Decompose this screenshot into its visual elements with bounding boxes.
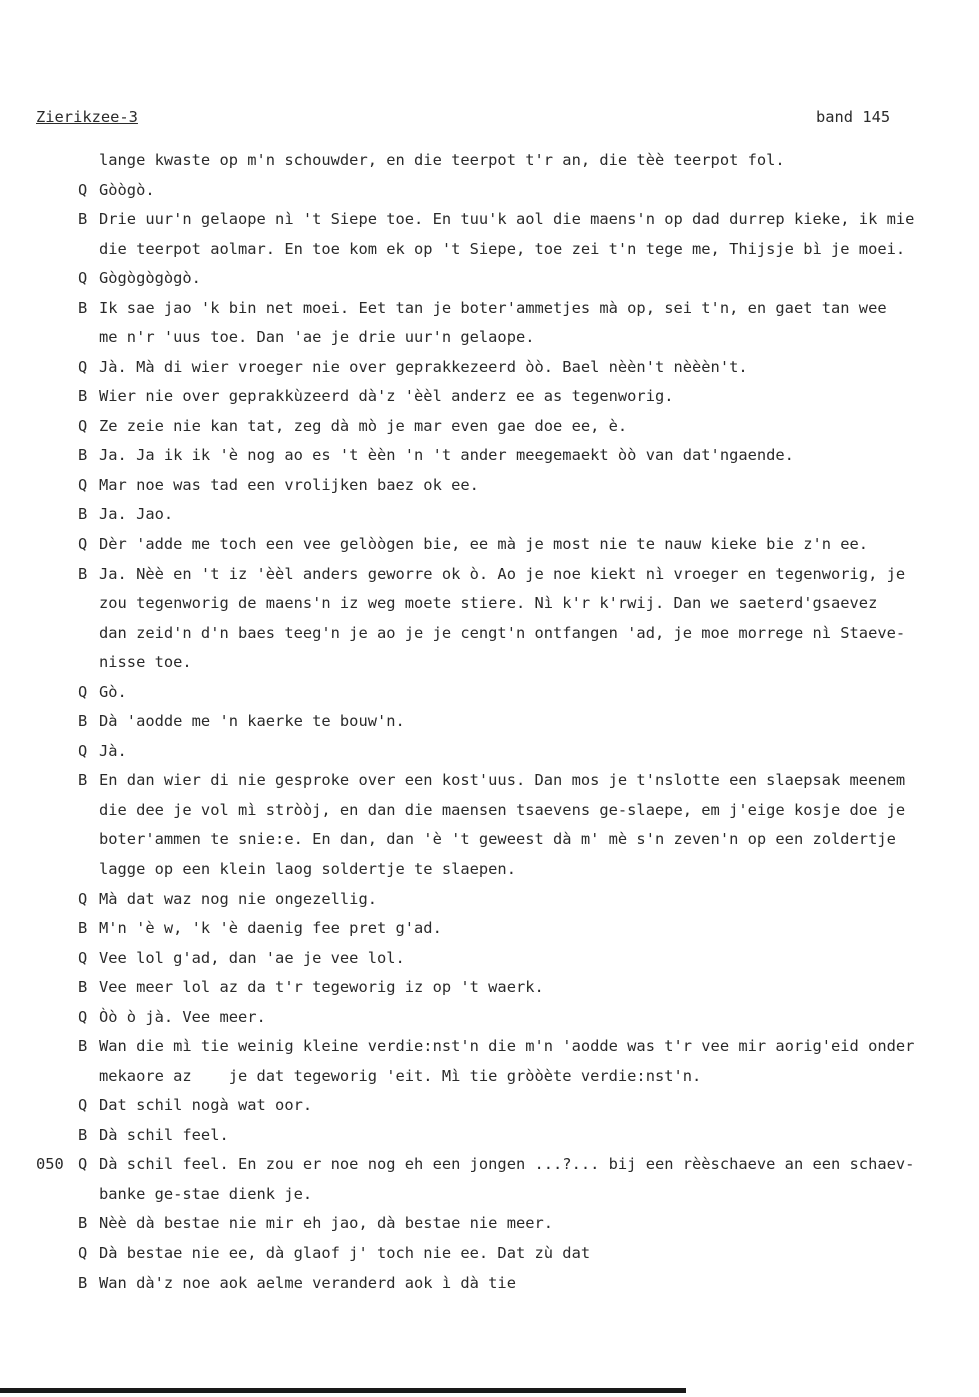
speaker-label: Q	[78, 1155, 88, 1174]
speaker-label: B	[78, 919, 88, 938]
transcript-line: Dà 'aodde me 'n kaerke te bouw'n.	[99, 712, 405, 731]
transcript-line: Jà.	[99, 741, 127, 760]
speaker-label: B	[78, 771, 88, 790]
transcript-line: Wan dà'z noe aok aelme veranderd aok ì dà tie	[99, 1273, 516, 1292]
transcript-line: Dà schil feel. En zou er noe nog eh een jongen ...?... bij een rèèschaeve an een schaev-	[99, 1155, 915, 1174]
page-bottom-rule	[0, 1388, 686, 1393]
line-counter-marker: 050	[36, 1155, 64, 1174]
transcript-line: dan zeid'n d'n baes teeg'n je ao je je cengt'n ontfangen 'ad, je moe morrege nì Staeve-	[99, 623, 906, 642]
transcript-line: lange kwaste op m'n schouwder, en die teerpot t'r an, die tèè teerpot fol.	[99, 151, 785, 169]
transcript-line: Ja. Nèè en 't iz 'èèl anders geworre ok ò. Ao je noe kiekt nì vroeger en tegenworig, je	[99, 564, 906, 583]
transcript-line: Mar noe was tad een vrolijken baez ok ee.	[99, 475, 479, 494]
transcript-line: mekaore az je dat tegeworig 'eit. Mì tie gròòète verdie:nst'n.	[99, 1066, 702, 1085]
transcript-line: die teerpot aolmar. En toe kom ek op 't Siepe, toe zei t'n tege me, Thijsje bì je moei.	[99, 239, 906, 258]
transcript-line: Gòògò.	[99, 180, 155, 199]
speaker-label: B	[78, 1273, 88, 1292]
speaker-label: B	[78, 1037, 88, 1056]
speaker-label: B	[78, 712, 88, 731]
transcript-line: Ja. Ja ik ik 'è nog ao es 't èèn 'n 't ander meegemaekt òò van dat'ngaende.	[99, 446, 794, 465]
speaker-label: Q	[78, 1096, 88, 1115]
speaker-label: B	[78, 1214, 88, 1233]
transcript-line: Mà dat waz nog nie ongezellig.	[99, 889, 377, 908]
speaker-label: Q	[78, 357, 88, 376]
transcript-line: Wier nie over geprakkùzeerd dà'z 'èèl anderz ee as tegenworig.	[99, 387, 674, 406]
transcript-line: zou tegenworig de maens'n iz weg moete stiere. Nì k'r k'rwij. Dan we saeterd'gsaevez	[99, 594, 878, 613]
transcript-line: banke ge-stae dienk je.	[99, 1184, 313, 1203]
speaker-label: Q	[78, 416, 88, 435]
speaker-label: B	[78, 564, 88, 583]
speaker-label: Q	[78, 269, 88, 288]
speaker-label: Q	[78, 1243, 88, 1262]
speaker-label: Q	[78, 682, 88, 701]
transcript-line: Ja. Jao.	[99, 505, 174, 524]
speaker-label: B	[78, 505, 88, 524]
transcript-line: Vee lol g'ad, dan 'ae je vee lol.	[99, 948, 405, 967]
transcript-line: boter'ammen te snie:e. En dan, dan 'è 't geweest dà m' mè s'n zeven'n op een zoldertje	[99, 830, 896, 849]
speaker-label: Q	[78, 535, 88, 554]
speaker-label: B	[78, 978, 88, 997]
transcript-line: die dee je vol mì stròòj, en dan die maensen tsaevens ge-slaepe, em j'eige kosje doe je	[99, 800, 906, 819]
transcript-line: Ze zeie nie kan tat, zeg dà mò je mar even gae doe ee, è.	[99, 416, 628, 435]
transcript-line: lagge op een klein laog soldertje te slaepen.	[99, 859, 516, 878]
transcript-line: Drie uur'n gelaope nì 't Siepe toe. En tuu'k aol die maens'n op dad durrep kieke, ik mie	[99, 210, 915, 229]
transcript-line: M'n 'è w, 'k 'è daenig fee pret g'ad.	[99, 919, 442, 938]
transcript-line: Dat schil nogà wat oor.	[99, 1096, 313, 1115]
transcript-line: nisse toe.	[99, 653, 192, 672]
speaker-label: Q	[78, 741, 88, 760]
transcript-line: Ik sae jao 'k bin net moei. Eet tan je boter'ammetjes mà op, sei t'n, en gaet tan wee	[99, 298, 887, 317]
speaker-label: Q	[78, 180, 88, 199]
speaker-label: B	[78, 298, 88, 317]
header-left-text: Zierikzee-3	[36, 108, 138, 126]
transcript-line: Nèè dà bestae nie mir eh jao, dà bestae nie meer.	[99, 1214, 554, 1233]
speaker-label: B	[78, 446, 88, 465]
speaker-label: Q	[78, 948, 88, 967]
transcript-line: Jà. Mà di wier vroeger nie over geprakkezeerd òò. Bael nèèn't nèèèn't.	[99, 357, 748, 376]
transcript-line: Dèr 'adde me toch een vee gelòògen bie, ee mà je most nie te nauw kieke bie z'n ee.	[99, 535, 869, 554]
speaker-label: Q	[78, 889, 88, 908]
speaker-label: B	[78, 210, 88, 229]
document-header-left	[36, 108, 138, 126]
speaker-label: B	[78, 1125, 88, 1144]
transcript-line: Dà bestae nie ee, dà glaof j' toch nie ee. Dat zù dat	[99, 1243, 591, 1262]
document-header-right: band 145	[816, 108, 891, 126]
speaker-label: Q	[78, 1007, 88, 1026]
transcript-line: me n'r 'uus toe. Dan 'ae je drie uur'n gelaope.	[99, 328, 535, 347]
speaker-label: B	[78, 387, 88, 406]
transcript-line: Dà schil feel.	[99, 1125, 229, 1144]
speaker-label: Q	[78, 475, 88, 494]
transcript-line: Wan die mì tie weinig kleine verdie:nst'n die m'n 'aodde was t'r vee mir aorig'eid onder	[99, 1037, 915, 1056]
transcript-line: Òò ò jà. Vee meer.	[99, 1007, 266, 1026]
transcript-line: Gò.	[99, 682, 127, 701]
transcript-line: Gògògògògò.	[99, 269, 201, 288]
transcript-line: Vee meer lol az da t'r tegeworig iz op 't waerk.	[99, 978, 544, 997]
transcript-line: En dan wier di nie gesproke over een kost'uus. Dan mos je t'nslotte een slaepsak meenem	[99, 771, 906, 790]
